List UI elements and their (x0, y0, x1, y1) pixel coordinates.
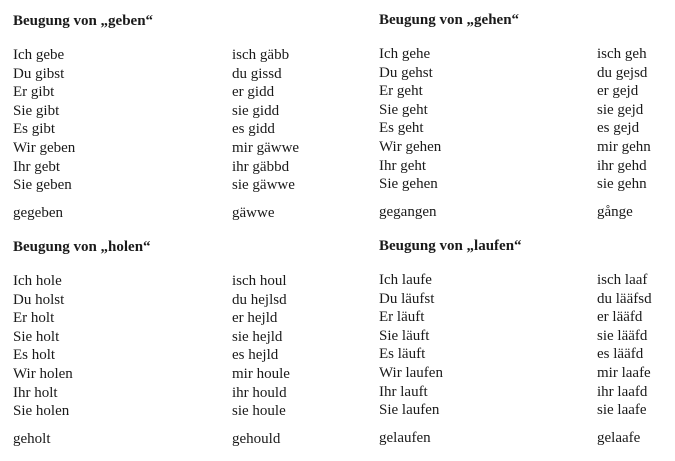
dialect-form: mir gäwwe (232, 140, 300, 156)
standard-form: Sie geben (13, 177, 72, 194)
dialect-form: sie lääfd (597, 327, 648, 344)
standard-form: Ihr holt (13, 384, 58, 401)
standard-form: Wir geben (13, 140, 76, 156)
standard-form: Ihr lauft (379, 383, 428, 400)
dialect-participle: gelaafe (597, 430, 641, 446)
standard-participle: gegeben (13, 205, 63, 221)
dialect-form: ihr hould (232, 384, 287, 401)
standard-form: Er holt (13, 310, 55, 327)
standard-form: Wir laufen (379, 365, 443, 381)
dialect-form: mir laafe (597, 365, 651, 381)
standard-form: Es läuft (379, 346, 426, 363)
standard-form: Sie laufen (379, 402, 440, 419)
standard-form: Sie gehen (379, 176, 438, 193)
standard-form: Ihr gebt (13, 158, 61, 175)
dialect-form: du gejsd (597, 64, 648, 81)
standard-form: Wir holen (13, 366, 73, 382)
dialect-form: sie gidd (232, 102, 280, 119)
standard-form: Ihr geht (379, 157, 427, 174)
dialect-form: ihr gehd (597, 157, 647, 174)
dialect-form: sie hejld (232, 328, 283, 345)
standard-form: Wir gehen (379, 139, 442, 155)
dialect-form: es hejld (232, 347, 279, 364)
dialect-form: ihr laafd (597, 383, 648, 400)
dialect-form: er gidd (232, 84, 275, 101)
dialect-participle: gäwwe (232, 205, 275, 221)
standard-form: Es holt (13, 347, 56, 364)
dialect-form: isch gäbb (232, 47, 290, 63)
standard-form: Ich laufe (379, 272, 432, 288)
dialect-form: er hejld (232, 310, 278, 327)
dialect-form: isch laaf (597, 272, 648, 288)
dialect-form: mir houle (232, 366, 290, 382)
standard-form: Er läuft (379, 309, 425, 326)
dialect-form: isch houl (232, 273, 287, 289)
standard-form: Er geht (379, 83, 423, 100)
standard-form: Ich hole (13, 273, 62, 289)
section-title: Beugung von „gehen“ (379, 12, 520, 28)
standard-form: Es geht (379, 120, 424, 137)
dialect-form: sie gäwwe (232, 177, 295, 194)
dialect-form: sie laafe (597, 402, 647, 419)
section-title: Beugung von „holen“ (13, 239, 151, 255)
dialect-form: er lääfd (597, 309, 643, 326)
dialect-form: er gejd (597, 83, 639, 100)
dialect-form: du lääfsd (597, 290, 652, 307)
dialect-form: sie houle (232, 403, 286, 420)
dialect-form: sie gehn (597, 176, 647, 193)
dialect-form: es gidd (232, 121, 275, 138)
dialect-form: es lääfd (597, 346, 644, 363)
dialect-form: du gissd (232, 65, 282, 82)
standard-form: Ich gebe (13, 47, 65, 63)
standard-participle: gelaufen (379, 430, 431, 446)
standard-participle: geholt (13, 431, 51, 447)
standard-form: Du gehst (379, 64, 433, 81)
dialect-form: ihr gäbbd (232, 158, 290, 175)
dialect-form: du hejlsd (232, 291, 287, 308)
standard-participle: gegangen (379, 204, 437, 220)
standard-form: Es gibt (13, 121, 56, 138)
dialect-form: sie gejd (597, 101, 644, 118)
standard-form: Du läufst (379, 290, 435, 307)
standard-form: Sie holt (13, 328, 60, 345)
standard-form: Sie gibt (13, 102, 60, 119)
standard-form: Du holst (13, 291, 65, 308)
dialect-form: mir gehn (597, 139, 651, 155)
section-title: Beugung von „geben“ (13, 13, 154, 29)
standard-form: Sie holen (13, 403, 70, 420)
standard-form: Du gibst (13, 65, 65, 82)
standard-form: Er gibt (13, 84, 55, 101)
section-title: Beugung von „laufen“ (379, 238, 522, 254)
dialect-form: es gejd (597, 120, 640, 137)
dialect-participle: gehould (232, 431, 281, 447)
dialect-participle: gånge (597, 204, 633, 220)
standard-form: Ich gehe (379, 46, 431, 62)
dialect-form: isch geh (597, 46, 647, 62)
standard-form: Sie geht (379, 101, 428, 118)
standard-form: Sie läuft (379, 327, 430, 344)
